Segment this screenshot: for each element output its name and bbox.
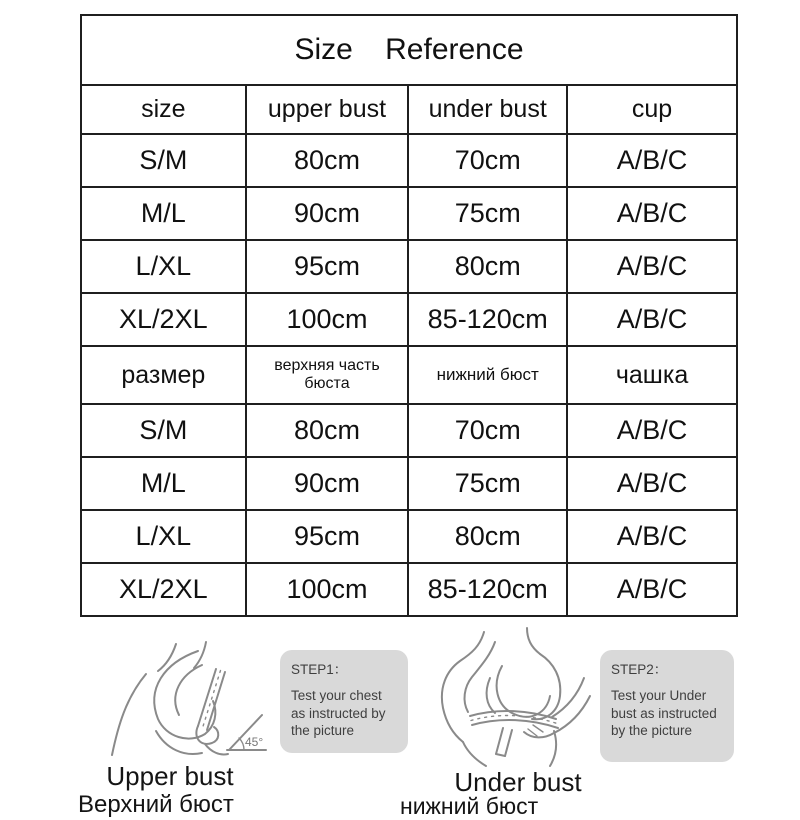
header-nizhniy-byust: нижний бюст xyxy=(408,346,567,404)
cell-under-bust: 75cm xyxy=(408,457,567,510)
header-upper-bust: upper bust xyxy=(246,85,409,134)
header-verhnyaya-chast-byusta: верхняя часть бюста xyxy=(246,346,409,404)
cell-under-bust: 75cm xyxy=(408,187,567,240)
table-row-ru-sm xyxy=(81,404,737,457)
upper-bust-figure xyxy=(92,640,292,762)
cell-upper-bust: 80cm xyxy=(246,134,409,187)
cell-cup: A/B/C xyxy=(567,404,737,457)
table-header-ru xyxy=(81,346,737,404)
cell-size: S/M xyxy=(81,134,246,187)
page-title: Size Reference xyxy=(81,15,737,85)
header-chashka: чашка xyxy=(567,346,737,404)
cell-upper-bust: 95cm xyxy=(246,510,409,563)
cell-upper-bust: 100cm xyxy=(246,563,409,616)
under-bust-caption-ru-cutoff: нижний бюст xyxy=(400,793,539,819)
table-row-en-ml xyxy=(81,187,737,240)
table-row-ru-xl2xl xyxy=(81,563,737,616)
step2-title: STEP2： xyxy=(611,662,668,677)
cell-under-bust: 80cm xyxy=(408,240,567,293)
cell-size: S/M xyxy=(81,404,246,457)
table-row-ru-lxl xyxy=(81,510,737,563)
header-under-bust: under bust xyxy=(408,85,567,134)
cell-under-bust: 70cm xyxy=(408,404,567,457)
cell-upper-bust: 80cm xyxy=(246,404,409,457)
cell-size: L/XL xyxy=(81,240,246,293)
cell-under-bust: 80cm xyxy=(408,510,567,563)
table-row-ru-ml xyxy=(81,457,737,510)
cell-cup: A/B/C xyxy=(567,240,737,293)
upper-bust-caption-ru-cutoff: Верхний бюст xyxy=(78,791,234,818)
step1-title: STEP1： xyxy=(291,662,348,677)
size-table xyxy=(80,14,738,617)
cell-under-bust: 85-120cm xyxy=(408,563,567,616)
table-row-en-sm xyxy=(81,134,737,187)
step2-body: Test your Under bust as instructed by the picture xyxy=(611,688,717,738)
cell-under-bust: 85-120cm xyxy=(408,293,567,346)
angle-45-label: 45° xyxy=(245,735,264,749)
table-header-en xyxy=(81,85,737,134)
cell-cup: A/B/C xyxy=(567,510,737,563)
cell-upper-bust: 90cm xyxy=(246,457,409,510)
step1-box xyxy=(280,650,408,753)
cell-cup: A/B/C xyxy=(567,563,737,616)
cell-under-bust: 70cm xyxy=(408,134,567,187)
cell-size: L/XL xyxy=(81,510,246,563)
cell-upper-bust: 90cm xyxy=(246,187,409,240)
step1-body: Test your chest as instructed by the picture xyxy=(291,688,386,738)
table-row-en-lxl xyxy=(81,240,737,293)
table-title-row xyxy=(81,15,737,85)
cell-size: XL/2XL xyxy=(81,563,246,616)
header-cup: cup xyxy=(567,85,737,134)
cell-cup: A/B/C xyxy=(567,134,737,187)
cell-upper-bust: 95cm xyxy=(246,240,409,293)
cell-cup: A/B/C xyxy=(567,187,737,240)
cell-size: M/L xyxy=(81,187,246,240)
step2-box xyxy=(600,650,734,762)
cell-cup: A/B/C xyxy=(567,293,737,346)
under-bust-figure xyxy=(432,626,597,768)
upper-bust-caption: Upper bust xyxy=(106,761,234,791)
cell-size: M/L xyxy=(81,457,246,510)
cell-cup: A/B/C xyxy=(567,457,737,510)
cell-size: XL/2XL xyxy=(81,293,246,346)
table-row-en-xl2xl xyxy=(81,293,737,346)
header-size: size xyxy=(81,85,246,134)
cell-upper-bust: 100cm xyxy=(246,293,409,346)
header-razmer: размер xyxy=(81,346,246,404)
under-bust-caption: Under bust xyxy=(454,767,582,797)
